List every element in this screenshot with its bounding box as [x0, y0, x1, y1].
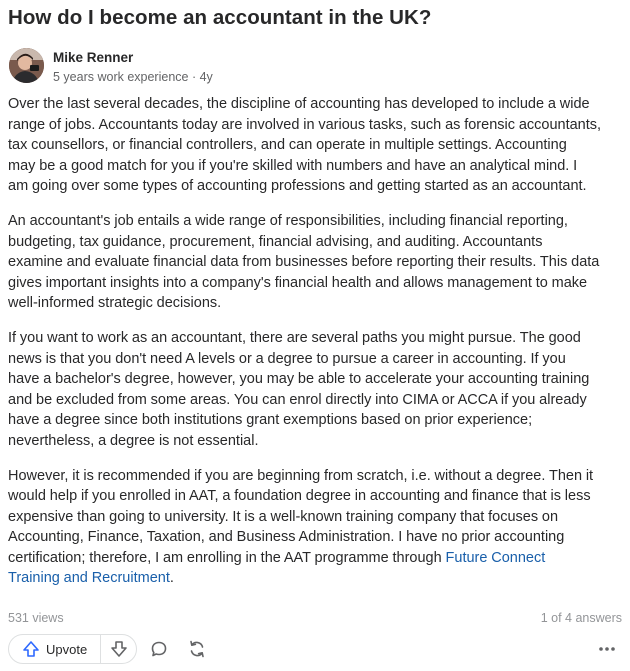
text-line: tax counsellors, or financial controllers, and can operate in multiple settings. Accounting [8, 137, 567, 154]
upvote-icon [22, 640, 40, 658]
answer-stats [8, 611, 622, 629]
downvote-icon [110, 640, 128, 658]
text-line: nevertheless, a degree is not essential. [8, 432, 259, 449]
text-line: range of jobs. Accountants today are involved in various tasks, such as forensic accountants, [8, 116, 602, 133]
user-avatar-icon [9, 48, 44, 83]
more-icon [598, 646, 616, 652]
future-connect-link-continued[interactable]: Training and Recruitment [8, 570, 170, 587]
upvote-button[interactable] [9, 635, 101, 663]
comment-button[interactable] [144, 634, 174, 664]
answer-body [8, 94, 622, 603]
answer-position: 1 of 4 answers [540, 611, 622, 625]
future-connect-link[interactable]: Future Connect [445, 549, 546, 566]
text-line: would help if you enrolled in AAT, a foundation degree in accounting and finance that is less [8, 488, 591, 505]
comment-icon [150, 640, 168, 658]
text-fragment: certification; therefore, I am enrolling in the AAT programme through [8, 549, 446, 566]
text-line [8, 548, 622, 569]
text-line: have a degree since both institutions grant exemptions based on prior experience; [8, 412, 533, 429]
vote-group [8, 634, 137, 664]
text-line: examine and evaluate financial data from businesses before reporting their results. This data [8, 254, 600, 271]
author-header [8, 46, 622, 88]
share-icon [187, 639, 207, 659]
text-line: gives important insights into a company's financial health and allows management to make [8, 274, 588, 291]
author-credential: 5 years work experience · 4y [53, 70, 213, 84]
text-line: Over the last several decades, the discipline of accounting has developed to include a wide [8, 96, 590, 112]
text-line: have a bachelor's degree, however, you may be able to accelerate your accounting training [8, 371, 590, 388]
text-line: and be excluded from some areas. You can enrol directly into CIMA or ACCA if you already [8, 391, 587, 408]
share-button[interactable] [182, 634, 212, 664]
author-name[interactable]: Mike Renner [53, 50, 134, 65]
text-line: However, it is recommended if you are beginning from scratch, i.e. without a degree. Then it [8, 467, 594, 484]
text-line: may be a good match for you if you're skilled with numbers and have an analytical mind. I [8, 157, 578, 174]
text-line: am going over some types of accounting professions and getting started as an accountant. [8, 178, 587, 195]
text-line: well-informed strategic decisions. [8, 295, 222, 312]
text-line: news is that you don't need A levels or a degree to pursue a career in accounting. If you [8, 350, 566, 367]
upvote-label: Upvote [46, 641, 88, 657]
answer-paragraph [8, 466, 622, 590]
view-count[interactable]: 531 views [8, 611, 64, 625]
text-line: If you want to work as an accountant, there are several paths you might pursue. The good [8, 329, 581, 346]
downvote-button[interactable] [101, 635, 137, 663]
answer-paragraph [8, 94, 622, 197]
more-options-button[interactable] [592, 634, 622, 664]
answer-paragraph [8, 211, 622, 314]
text-fragment: . [169, 570, 174, 587]
action-bar [8, 634, 622, 666]
question-title[interactable]: How do I become an accountant in the UK? [8, 6, 432, 29]
author-avatar[interactable] [9, 48, 44, 83]
text-line [8, 568, 622, 589]
text-line: budgeting, tax guidance, procurement, financial advising, and auditing. Accountants [8, 233, 543, 250]
text-line: An accountant's job entails a wide range of responsibilities, including financial reporting, [8, 212, 568, 229]
text-line: Accounting, Finance, Taxation, and Business Administration. I have no prior accounting [8, 529, 565, 546]
text-line: expensive than going to university. It is a well-known training company that focuses on [8, 508, 559, 525]
answer-paragraph [8, 328, 622, 452]
